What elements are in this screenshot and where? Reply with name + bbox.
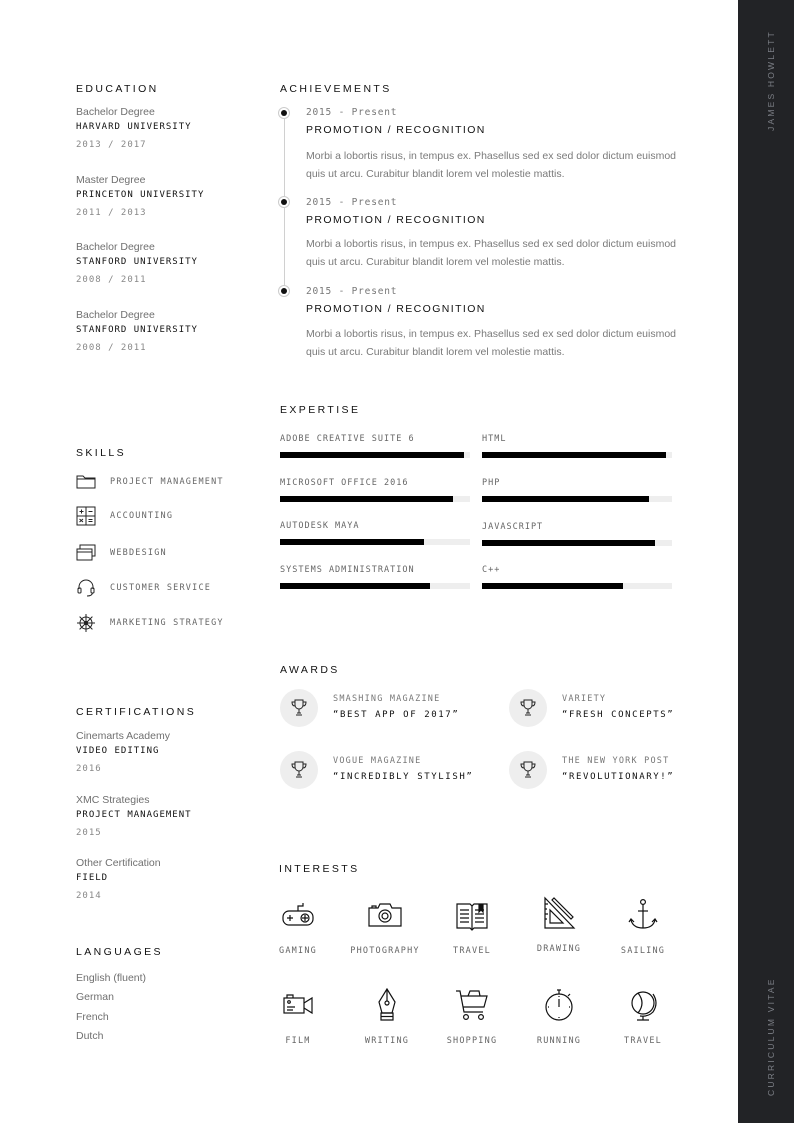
education-school: STANFORD UNIVERSITY: [76, 325, 198, 335]
expertise-label: HTML: [482, 434, 507, 444]
achievement-desc: Morbi a lobortis risus, in tempus ex. Phasellus sed ex sed dolor dictum euismod quis ut arcu. Curabitur blandit lorem vel molestie mattis.: [306, 238, 677, 268]
award-item: [280, 689, 490, 729]
certifications-title: CERTIFICATIONS: [76, 706, 197, 718]
expertise-bar-fill: [482, 540, 655, 546]
achievement-item: [306, 107, 678, 183]
achievement-date: 2015 - Present: [306, 197, 398, 208]
interest-label: WRITING: [364, 1036, 410, 1046]
expertise-item: [482, 522, 672, 546]
expertise-bar: [482, 540, 672, 546]
expertise-bar-fill: [280, 496, 453, 502]
award-quote: “BEST APP OF 2017”: [333, 710, 460, 720]
trophy-icon: [520, 699, 536, 717]
awards-title: AWARDS: [280, 664, 340, 676]
achievement-item: [306, 197, 678, 271]
education-item: [76, 106, 256, 150]
award-badge: [509, 751, 547, 789]
certification-item: [76, 857, 256, 901]
expertise-item: [280, 434, 470, 458]
expertise-bar-fill: [482, 496, 649, 502]
certification-name: FIELD: [76, 873, 109, 883]
achievement-date: 2015 - Present: [306, 286, 398, 297]
achievement-desc: Morbi a lobortis risus, in tempus ex. Phasellus sed ex sed dolor dictum euismod quis ut arcu. Curabitur blandit lorem vel molestie mattis.: [306, 150, 677, 180]
skills-title: SKILLS: [76, 447, 127, 459]
education-degree: Master Degree: [76, 174, 146, 186]
interest-label: GAMING: [279, 946, 317, 956]
interest-item: [432, 988, 512, 1046]
interest-item: [519, 896, 599, 954]
award-source: THE NEW YORK POST: [562, 756, 670, 766]
certification-issuer: XMC Strategies: [76, 794, 150, 806]
expertise-bar: [280, 583, 470, 589]
interest-item: [603, 988, 683, 1046]
headset-icon: [76, 578, 96, 598]
skill-item: [76, 543, 246, 565]
language-item: English (fluent): [76, 972, 147, 984]
achievement-item: [306, 286, 678, 361]
expertise-item: [280, 521, 470, 545]
award-quote: “INCREDIBLY STYLISH”: [333, 772, 474, 782]
achievements-title: ACHIEVEMENTS: [280, 83, 392, 95]
expertise-item: [280, 565, 470, 589]
certification-item: [76, 794, 256, 838]
interest-label: PHOTOGRAPHY: [350, 946, 420, 956]
calculator-icon: [76, 506, 96, 526]
certification-year: 2015: [76, 828, 102, 838]
interests-title: INTERESTS: [279, 863, 360, 875]
interest-item: [432, 898, 512, 956]
certification-item: [76, 730, 256, 774]
certification-year: 2016: [76, 764, 102, 774]
trophy-icon: [291, 761, 307, 779]
language-item: Dutch: [76, 1030, 104, 1042]
map-book-icon: [455, 898, 489, 932]
certification-issuer: Cinemarts Academy: [76, 730, 170, 742]
interest-item: [519, 988, 599, 1046]
expertise-bar: [280, 539, 470, 545]
expertise-label: JAVASCRIPT: [482, 522, 544, 532]
expertise-bar: [280, 452, 470, 458]
stopwatch-icon: [542, 988, 576, 1022]
expertise-label: AUTODESK MAYA: [280, 521, 360, 531]
education-item: [76, 241, 256, 285]
education-degree: Bachelor Degree: [76, 309, 155, 321]
expertise-bar: [280, 496, 470, 502]
skill-label: PROJECT MANAGEMENT: [110, 477, 224, 487]
sidebar-title: CURRICULUM VITAE: [766, 977, 776, 1096]
expertise-bar-fill: [280, 452, 464, 458]
certification-issuer: Other Certification: [76, 857, 161, 869]
expertise-bar-fill: [482, 583, 623, 589]
interest-label: SHOPPING: [446, 1036, 498, 1046]
expertise-bar: [482, 496, 672, 502]
set-square-icon: [542, 896, 576, 930]
skill-item: [76, 506, 246, 528]
education-school: HARVARD UNIVERSITY: [76, 122, 192, 132]
interest-label: FILM: [285, 1036, 311, 1046]
browser-windows-icon: [76, 543, 96, 563]
shopping-cart-icon: [455, 988, 489, 1022]
interest-item: [258, 988, 338, 1046]
award-item: [280, 751, 490, 791]
expertise-item: [482, 478, 672, 502]
expertise-title: EXPERTISE: [280, 404, 361, 416]
award-item: [509, 751, 719, 791]
expertise-item: [482, 434, 672, 458]
award-source: SMASHING MAGAZINE: [333, 694, 441, 704]
award-item: [509, 689, 719, 729]
skill-item: [76, 613, 246, 635]
sidebar: [738, 0, 794, 1123]
interest-item: [603, 898, 683, 956]
expertise-label: C++: [482, 565, 501, 575]
expertise-label: MICROSOFT OFFICE 2016: [280, 478, 409, 488]
skill-label: CUSTOMER SERVICE: [110, 583, 212, 593]
education-school: PRINCETON UNIVERSITY: [76, 190, 205, 200]
expertise-bar-fill: [280, 583, 430, 589]
achievement-title: PROMOTION / RECOGNITION: [306, 124, 486, 136]
education-item: [76, 174, 256, 218]
expertise-item: [280, 478, 470, 502]
language-item: French: [76, 1011, 109, 1023]
trophy-icon: [520, 761, 536, 779]
expertise-label: PHP: [482, 478, 501, 488]
trophy-icon: [291, 699, 307, 717]
achievement-desc: Morbi a lobortis risus, in tempus ex. Phasellus sed ex sed dolor dictum euismod quis ut arcu. Curabitur blandit lorem vel molestie mattis.: [306, 328, 677, 358]
certification-name: VIDEO EDITING: [76, 746, 160, 756]
gamepad-icon: [281, 898, 315, 932]
expertise-bar: [482, 583, 672, 589]
interest-label: RUNNING: [536, 1036, 582, 1046]
skill-item: [76, 578, 246, 600]
award-source: VARIETY: [562, 694, 607, 704]
expertise-item: [482, 565, 672, 589]
ship-wheel-icon: [76, 613, 96, 633]
video-camera-icon: [281, 988, 315, 1022]
pen-nib-icon: [370, 988, 404, 1022]
education-years: 2008 / 2011: [76, 343, 147, 353]
sidebar-name: JAMES HOWLETT: [766, 30, 776, 131]
expertise-label: ADOBE CREATIVE SUITE 6: [280, 434, 415, 444]
skill-item: [76, 472, 246, 494]
award-badge: [509, 689, 547, 727]
language-item: German: [76, 991, 114, 1003]
expertise-bar: [482, 452, 672, 458]
folder-icon: [76, 472, 96, 492]
skill-label: WEBDESIGN: [110, 548, 167, 558]
education-years: 2013 / 2017: [76, 140, 147, 150]
education-degree: Bachelor Degree: [76, 241, 155, 253]
award-quote: “REVOLUTIONARY!”: [562, 772, 675, 782]
interest-label: DRAWING: [536, 944, 582, 954]
languages-title: LANGUAGES: [76, 946, 163, 958]
interest-label: TRAVEL: [453, 946, 491, 956]
anchor-icon: [626, 898, 660, 932]
education-years: 2008 / 2011: [76, 275, 147, 285]
globe-icon: [626, 988, 660, 1022]
education-years: 2011 / 2013: [76, 208, 147, 218]
education-item: [76, 309, 256, 353]
education-school: STANFORD UNIVERSITY: [76, 257, 198, 267]
interest-item: [347, 988, 427, 1046]
award-quote: “FRESH CONCEPTS”: [562, 710, 675, 720]
achievement-title: PROMOTION / RECOGNITION: [306, 303, 486, 315]
award-badge: [280, 751, 318, 789]
expertise-bar-fill: [482, 452, 666, 458]
certification-year: 2014: [76, 891, 102, 901]
camera-icon: [368, 898, 402, 932]
award-source: VOGUE MAGAZINE: [333, 756, 422, 766]
expertise-bar-fill: [280, 539, 424, 545]
interest-label: SAILING: [620, 946, 666, 956]
education-degree: Bachelor Degree: [76, 106, 155, 118]
interest-item: [258, 898, 338, 956]
certification-name: PROJECT MANAGEMENT: [76, 810, 192, 820]
award-badge: [280, 689, 318, 727]
interest-item: [345, 898, 425, 956]
skill-label: MARKETING STRATEGY: [110, 618, 224, 628]
achievement-title: PROMOTION / RECOGNITION: [306, 214, 486, 226]
interest-label: TRAVEL: [624, 1036, 662, 1046]
timeline-dot: [281, 288, 287, 294]
education-title: EDUCATION: [76, 83, 159, 95]
timeline-dot: [281, 110, 287, 116]
skill-label: ACCOUNTING: [110, 511, 174, 521]
timeline-dot: [281, 199, 287, 205]
achievement-date: 2015 - Present: [306, 107, 398, 118]
expertise-label: SYSTEMS ADMINISTRATION: [280, 565, 415, 575]
